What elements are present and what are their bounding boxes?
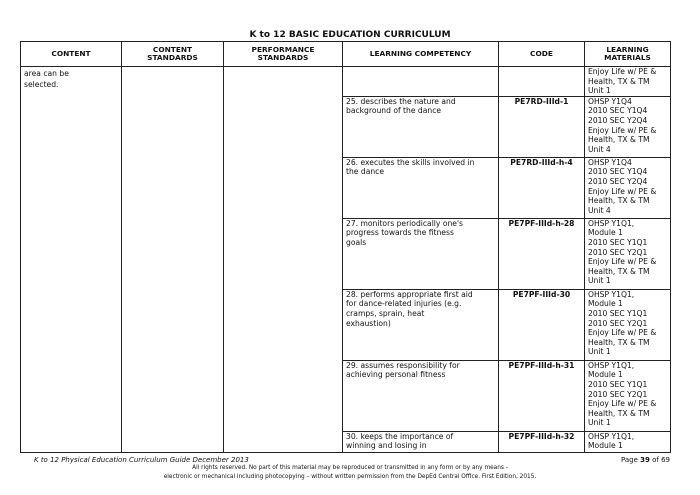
- header-performance-standards: PERFORMANCE STANDARDS: [224, 42, 343, 67]
- header-code: CODE: [499, 42, 585, 67]
- document-title: K to 12 BASIC EDUCATION CURRICULUM: [249, 30, 451, 40]
- page-number: [621, 456, 670, 464]
- table-header-row: [21, 42, 671, 67]
- page-current: 39: [640, 456, 650, 464]
- competency-cell: 30. keeps the importance of winning and losing in: [343, 431, 499, 452]
- materials-cell: OHSP Y1Q1, Module 1 2010 SEC Y1Q1 2010 SEC Y2Q1 Enjoy Life w/ PE & Health, TX & TM Unit 1: [585, 218, 671, 289]
- code-cell: PE7PF-IIId-h-32: [499, 431, 585, 452]
- code-cell: PE7PF-IIId-h-31: [499, 360, 585, 431]
- materials-cell: Enjoy Life w/ PE & Health, TX & TM Unit 1: [585, 67, 671, 97]
- competency-cell: 27. monitors periodically one's progress towards the fitness goals: [343, 218, 499, 289]
- page-total: of 69: [649, 456, 670, 464]
- rights-notice-line2: electronic or mechanical including photocopying – without written permission from the DepEd Central Office. First Edition, 2015.: [163, 474, 537, 480]
- competency-cell: 28. performs appropriate first aid for dance-related injuries (e.g. cramps, sprain, heat exhaustion): [343, 289, 499, 360]
- curriculum-table: [20, 41, 671, 453]
- code-cell: [499, 67, 585, 97]
- code-cell: PE7RD-IIId-1: [499, 96, 585, 157]
- header-learning-competency: LEARNING COMPETENCY: [343, 42, 499, 67]
- competency-cell: 29. assumes responsibility for achieving personal fitness: [343, 360, 499, 431]
- page-word: Page: [620, 456, 641, 464]
- materials-cell: OHSP Y1Q1, Module 1: [585, 431, 671, 452]
- header-content: CONTENT: [21, 42, 122, 67]
- performance-standards-cell: [224, 67, 343, 453]
- header-content-standards: CONTENT STANDARDS: [122, 42, 224, 67]
- code-cell: PE7PF-IIId-h-28: [499, 218, 585, 289]
- materials-cell: OHSP Y1Q1, Module 1 2010 SEC Y1Q1 2010 SEC Y2Q1 Enjoy Life w/ PE & Health, TX & TM Unit 1: [585, 289, 671, 360]
- competency-cell: 25. describes the nature and background of the dance: [343, 96, 499, 157]
- materials-cell: OHSP Y1Q4 2010 SEC Y1Q4 2010 SEC Y2Q4 Enjoy Life w/ PE & Health, TX & TM Unit 4: [585, 96, 671, 157]
- materials-cell: OHSP Y1Q1, Module 1 2010 SEC Y1Q1 2010 SEC Y2Q1 Enjoy Life w/ PE & Health, TX & TM Unit 1: [585, 360, 671, 431]
- code-cell: PE7PF-IIId-30: [499, 289, 585, 360]
- content-cell: area can be selected.: [21, 67, 122, 453]
- competency-cell: [343, 67, 499, 97]
- footer-guide-title: K to 12 Physical Education Curriculum Guide December 2013: [34, 456, 249, 464]
- competency-cell: 26. executes the skills involved in the dance: [343, 157, 499, 218]
- header-learning-materials: LEARNING MATERIALS: [585, 42, 671, 67]
- table-row: [21, 67, 671, 97]
- rights-notice-line1: All rights reserved. No part of this material may be reproduced or transmitted in any form or by any means -: [192, 465, 508, 471]
- content-standards-cell: [122, 67, 224, 453]
- materials-cell: OHSP Y1Q4 2010 SEC Y1Q4 2010 SEC Y2Q4 Enjoy Life w/ PE & Health, TX & TM Unit 4: [585, 157, 671, 218]
- code-cell: PE7RD-IIId-h-4: [499, 157, 585, 218]
